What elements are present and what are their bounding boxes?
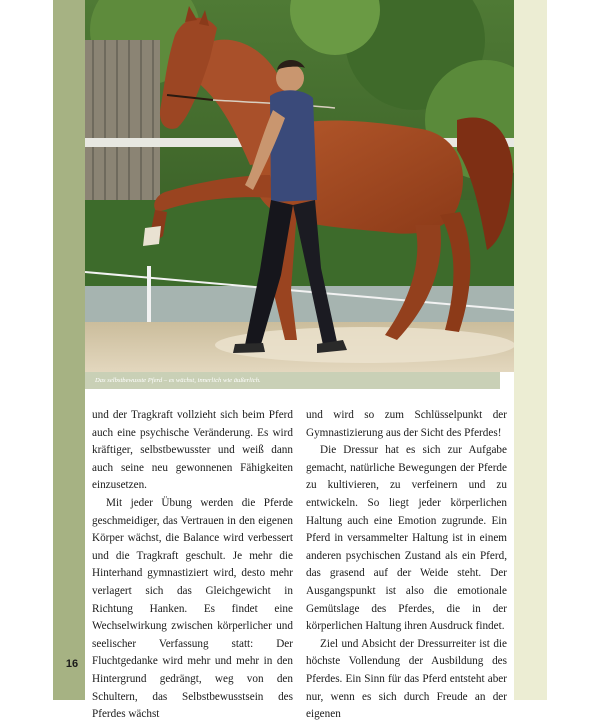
right-margin-strip [514,0,547,700]
page-number: 16 [65,658,79,670]
text-column-left [92,407,293,724]
paragraph: Ziel und Absicht der Dressurreiter ist die höchste Vollendung der Ausbildung des Pferdes. Ein Sinn für das Pferd entsteht aber nur, wenn es sich durch Freude an der eigenen [306,637,507,721]
photo-caption: Das selbstbewusste Pferd – es wächst, innerlich wie äußerlich. [95,377,261,384]
horse-photo [85,0,514,372]
paragraph: Mit jeder Übung werden die Pferde geschmeidiger, das Vertrauen in den eigenen Körper wächst, die Balance wird verbessert und die Tragkraft geschult. Je mehr die Hinterhand gymnastiziert wird, desto mehr verlagert sich das Gleichgewicht in Richtung Hanken. Es findet eine Wechselwirkung zwischen körperlicher und seelischer Verfassung statt: Der Fluchtgedanke wird mehr und mehr in den Hintergrund gedrängt, weg von den Schultern, das Selbstbewusstsein des Pferdes wächst [92,496,293,721]
paragraph: Die Dressur hat es sich zur Aufgabe gemacht, natürliche Bewegungen der Pferde zu kultivieren, zu verfeinern und zu entwickeln. So liegt jeder körperlichen Haltung auch eine Emotion zugrunde. Ein Pferd in versammelter Haltung ist in einem anderen psychischen Zustand als ein Pferd, das grasend auf der Weide steht. Der Ausgangspunkt ist also die emotionale Gemütslage des Pferdes, die in der körperlichen Haltung ihren Ausdruck findet. [306,444,507,633]
photo-caption-bar [85,372,500,389]
left-margin-strip [53,0,85,700]
text-column-right [306,407,507,724]
paragraph: und der Tragkraft vollzieht sich beim Pferd auch eine psychische Veränderung. Es wird kräftiger, selbstbewusster und weiß dann auch seine neu gewonnenen Fähigkeiten einzusetzen. [92,409,293,492]
paragraph: und wird so zum Schlüsselpunkt der Gymnastizierung aus der Sicht des Pferdes! [306,409,507,439]
